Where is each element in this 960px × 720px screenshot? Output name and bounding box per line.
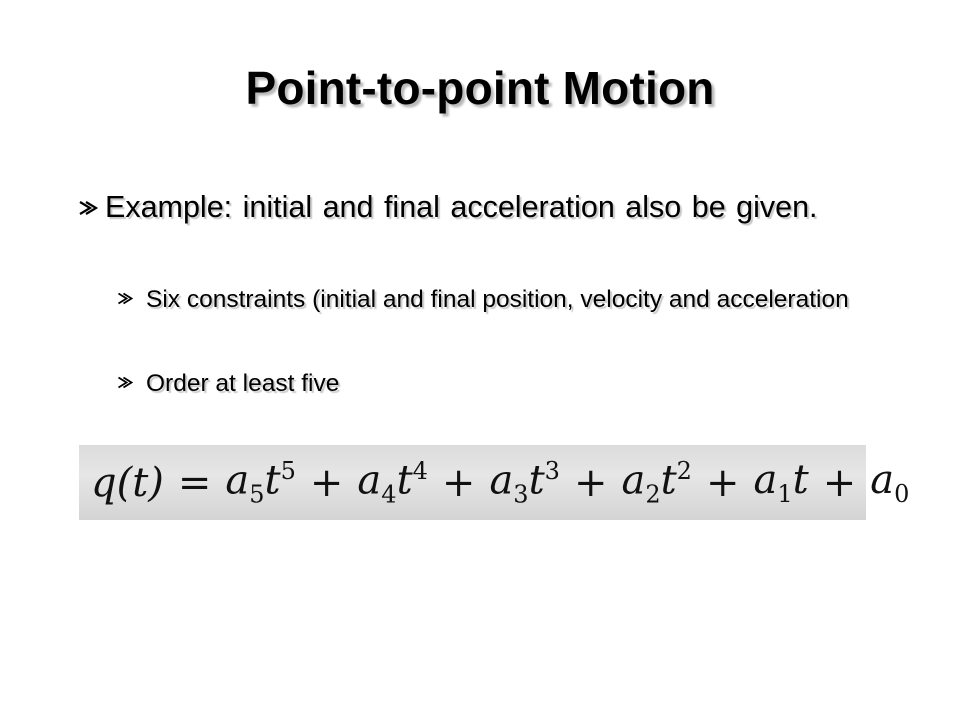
equation-term: $a_1t$ [753, 457, 809, 508]
equation-plus: + [573, 459, 608, 506]
equation-plus: + [309, 459, 344, 506]
equation-equals: = [177, 459, 212, 506]
equation-term: $a_5t^5$ [225, 456, 296, 509]
bullet-example [78, 187, 878, 228]
equation-term: $a_2t^2$ [621, 456, 692, 509]
bullet-text: Order at least five [146, 370, 340, 397]
equation-term: $a_0$ [870, 457, 910, 508]
bullet-order [117, 366, 877, 402]
bullet-text: Six constraints (initial and final position, velocity and acceleration [146, 286, 849, 313]
equation-plus: + [705, 459, 740, 506]
arrow-bullet-icon [117, 292, 135, 310]
arrow-bullet-icon [117, 376, 135, 394]
equation-plus: + [822, 459, 857, 506]
equation-plus: + [441, 459, 476, 506]
bullet-constraints [117, 282, 877, 318]
equation-term: $a_4t^4$ [357, 456, 428, 509]
slide-title: Point-to-point Motion [245, 62, 715, 114]
equation-term: $a_3t^3$ [489, 456, 560, 509]
bullet-text: Example: initial and final acceleration also be given. [105, 190, 818, 224]
equation-lhs: q(t) [91, 459, 164, 506]
polynomial-equation-image [79, 445, 910, 520]
arrow-bullet-icon [78, 200, 100, 221]
